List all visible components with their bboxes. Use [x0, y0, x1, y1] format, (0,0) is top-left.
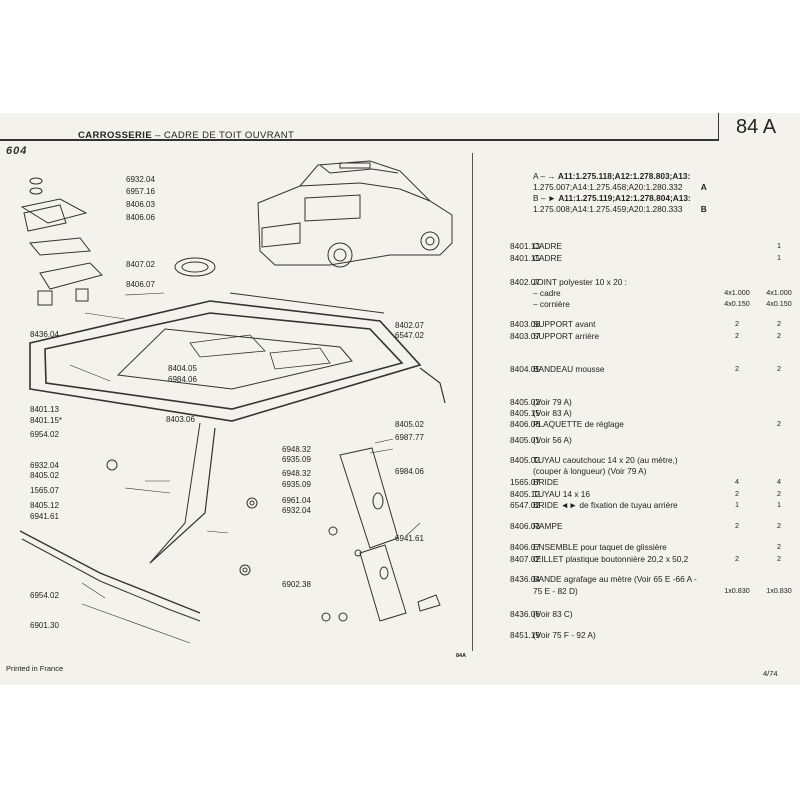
part-reference: 6547.02 [510, 500, 540, 510]
callout-6935-09-b: 6935.09 [282, 480, 311, 489]
part-reference: 8401.13 [510, 241, 540, 251]
variant-b-arrow: – ► [540, 193, 556, 203]
variant-b-key: B [533, 193, 539, 203]
quantity-b: 4 [777, 477, 781, 486]
variant-b [533, 193, 707, 215]
callout-6932-04-b: 6932.04 [30, 461, 59, 470]
callout-6932-04-c: 6932.04 [282, 506, 311, 515]
part-description: CADRE [533, 241, 563, 251]
part-reference: 8406.06 [510, 419, 540, 429]
callout-6987-77: 6987.77 [395, 433, 424, 442]
quantity-b: 2 [777, 542, 781, 551]
callout-8401-15: 8401.15* [30, 416, 63, 425]
callout-8405-02-b: 8405.02 [395, 420, 424, 429]
quantity-b: 1 [777, 241, 781, 250]
part-reference: 8402.07 [510, 277, 540, 287]
callout-8407-02: 8407.02 [126, 260, 155, 269]
variant-a-line2: 1.275.007;A14:1.275.458;A20:1.280.332 [533, 182, 683, 192]
quantity-a: 4 [735, 477, 739, 486]
page-number: 4/74 [763, 669, 778, 678]
variant-a-tag: A [700, 182, 707, 192]
section-title: CARROSSERIE [78, 130, 153, 141]
part-reference: 8403.06 [510, 319, 540, 329]
callout-6961-04: 6961.04 [282, 496, 311, 505]
quantity-b: 2 [777, 319, 781, 328]
model-logo: 604 [6, 145, 28, 157]
part-reference: 8451.19 [510, 630, 540, 640]
part-description: BRIDE [533, 477, 559, 487]
quantity-a: 1x0.830 [724, 586, 750, 595]
part-description: PLAQUETTE de réglage [533, 419, 624, 429]
part-reference: 8436.06 [510, 609, 540, 619]
part-description: BANDEAU mousse [533, 364, 605, 374]
part-description: (Voir 83 C) [533, 609, 573, 619]
part-description: – cornière [533, 299, 570, 309]
quantity-a: 2 [735, 489, 739, 498]
part-description: BANDE agrafage au mètre (Voir 65 E -66 A - [533, 574, 697, 584]
callout-6957-16: 6957.16 [126, 187, 155, 196]
quantity-a: 2 [735, 331, 739, 340]
quantity-b: 4x0.150 [766, 299, 792, 308]
quantity-a: 1 [735, 500, 739, 509]
roof-frame [30, 293, 420, 421]
part-reference: 8406.07 [510, 542, 540, 552]
quantity-b: 2 [777, 554, 781, 563]
part-description: (Voir 75 F - 92 A) [533, 630, 596, 640]
quantity-b: 2 [777, 521, 781, 530]
callout-6932-04: 6932.04 [126, 175, 155, 184]
part-reference: 8401.15 [510, 253, 540, 263]
part-reference: 8403.07 [510, 331, 540, 341]
part-reference: 8405.15 [510, 408, 540, 418]
part-description: SUPPORT avant [533, 319, 596, 329]
car-illustration [258, 161, 452, 267]
callout-6941-61-b: 6941.61 [395, 534, 424, 543]
variant-header [533, 171, 707, 215]
exploded-parts-diagram [0, 143, 470, 673]
callout-8406-06: 8406.06 [126, 213, 155, 222]
part-description: ŒILLET plastique boutonnière 20,2 x 50,2 [533, 554, 689, 564]
callout-1565-07: 1565.07 [30, 486, 59, 495]
callout-6984-06-b: 6984.06 [395, 467, 424, 476]
quantity-b: 1 [777, 253, 781, 262]
part-description: – cadre [533, 288, 561, 298]
callout-8403-06: 8403.06 [166, 415, 195, 424]
part-reference: 8436.04 [510, 574, 540, 584]
column-divider [472, 153, 473, 651]
part-description: (Voir 79 A) [533, 397, 572, 407]
callout-6902-38: 6902.38 [282, 580, 311, 589]
callout-6941-61-a: 6941.61 [30, 512, 59, 521]
variant-b-tag: B [700, 204, 707, 214]
part-reference: 8406.03 [510, 521, 540, 531]
variant-b-line2: 1.275.008;A14:1.275.459;A20:1.280.333 [533, 204, 683, 214]
plate-divider [718, 113, 719, 141]
callout-6954-02-b: 6954.02 [30, 591, 59, 600]
part-description: ENSEMBLE pour taquet de glissière [533, 542, 667, 552]
quantity-b: 4x1.000 [766, 288, 792, 297]
quantity-a: 4x0.150 [724, 299, 750, 308]
quantity-b: 2 [777, 364, 781, 373]
quantity-b: 2 [777, 489, 781, 498]
part-reference: 8404.05 [510, 364, 540, 374]
part-reference: 8405.02 [510, 397, 540, 407]
quantity-a: 2 [735, 521, 739, 530]
catalog-page [0, 113, 800, 685]
part-description: RAMPE [533, 521, 563, 531]
part-description: (Voir 83 A) [533, 408, 572, 418]
quantity-b: 1 [777, 500, 781, 509]
quantity-b: 2 [777, 331, 781, 340]
quantity-b: 2 [777, 419, 781, 428]
variant-a-arrow: – → [540, 171, 556, 181]
quantity-a: 2 [735, 554, 739, 563]
quantity-b: 1x0.830 [766, 586, 792, 595]
part-description: BRIDE ◄► de fixation de tuyau arrière [533, 500, 678, 510]
plate-number: 84 A [736, 116, 777, 138]
part-reference: 8405.12 [510, 489, 540, 499]
section-subtitle: CADRE DE TOIT OUVRANT [163, 130, 295, 141]
part-reference: 8405.01 [510, 435, 540, 445]
callout-8402-07: 8402.07 [395, 321, 424, 330]
callout-6984-06: 6984.06 [168, 375, 197, 384]
part-description: 75 E - 82 D) [533, 586, 578, 596]
quantity-a: 4x1.000 [724, 288, 750, 297]
callout-6901-30: 6901.30 [30, 621, 59, 630]
variant-b-line1: A11:1.275.119;A12:1.278.804;A13: [558, 193, 691, 203]
callout-8406-03: 8406.03 [126, 200, 155, 209]
callout-8401-13: 8401.13 [30, 405, 59, 414]
variant-a-line1: A11:1.275.118;A12:1.278.803;A13: [557, 171, 691, 181]
part-reference: 1565.07 [510, 477, 540, 487]
quantity-a: 2 [735, 364, 739, 373]
callout-6954-02-a: 6954.02 [30, 430, 59, 439]
callout-6935-09-a: 6935.09 [282, 455, 311, 464]
callout-6948-32-b: 6948.32 [282, 469, 311, 478]
part-description: SUPPORT arrière [533, 331, 600, 341]
part-reference: 8405.02 [510, 455, 540, 465]
variant-a [533, 171, 707, 193]
part-description: (Voir 56 A) [533, 435, 572, 445]
plate-code: 84A [456, 653, 467, 659]
title-separator: – [152, 130, 164, 141]
callout-8404-05: 8404.05 [168, 364, 197, 373]
variant-a-key: A [533, 171, 539, 181]
page-title [78, 130, 294, 141]
part-reference: 8407.02 [510, 554, 540, 564]
callout-6547-02: 6547.02 [395, 331, 424, 340]
part-description: TUYAU caoutchouc 14 x 20 (au mètre,) [533, 455, 678, 465]
callout-8405-12: 8405.12 [30, 501, 59, 510]
callout-8436-04: 8436.04 [30, 330, 59, 339]
printed-in: Printed in France [6, 664, 64, 673]
part-description: CADRE [533, 253, 563, 263]
callout-6948-32-a: 6948.32 [282, 445, 311, 454]
callout-8405-02-a: 8405.02 [30, 471, 59, 480]
callout-8406-07: 8406.07 [126, 280, 155, 289]
quantity-a: 2 [735, 319, 739, 328]
part-description: TUYAU 14 x 16 [533, 489, 591, 499]
part-description: JOINT polyester 10 x 20 : [533, 277, 627, 287]
part-description: (couper à longueur) (Voir 79 A) [533, 466, 647, 476]
